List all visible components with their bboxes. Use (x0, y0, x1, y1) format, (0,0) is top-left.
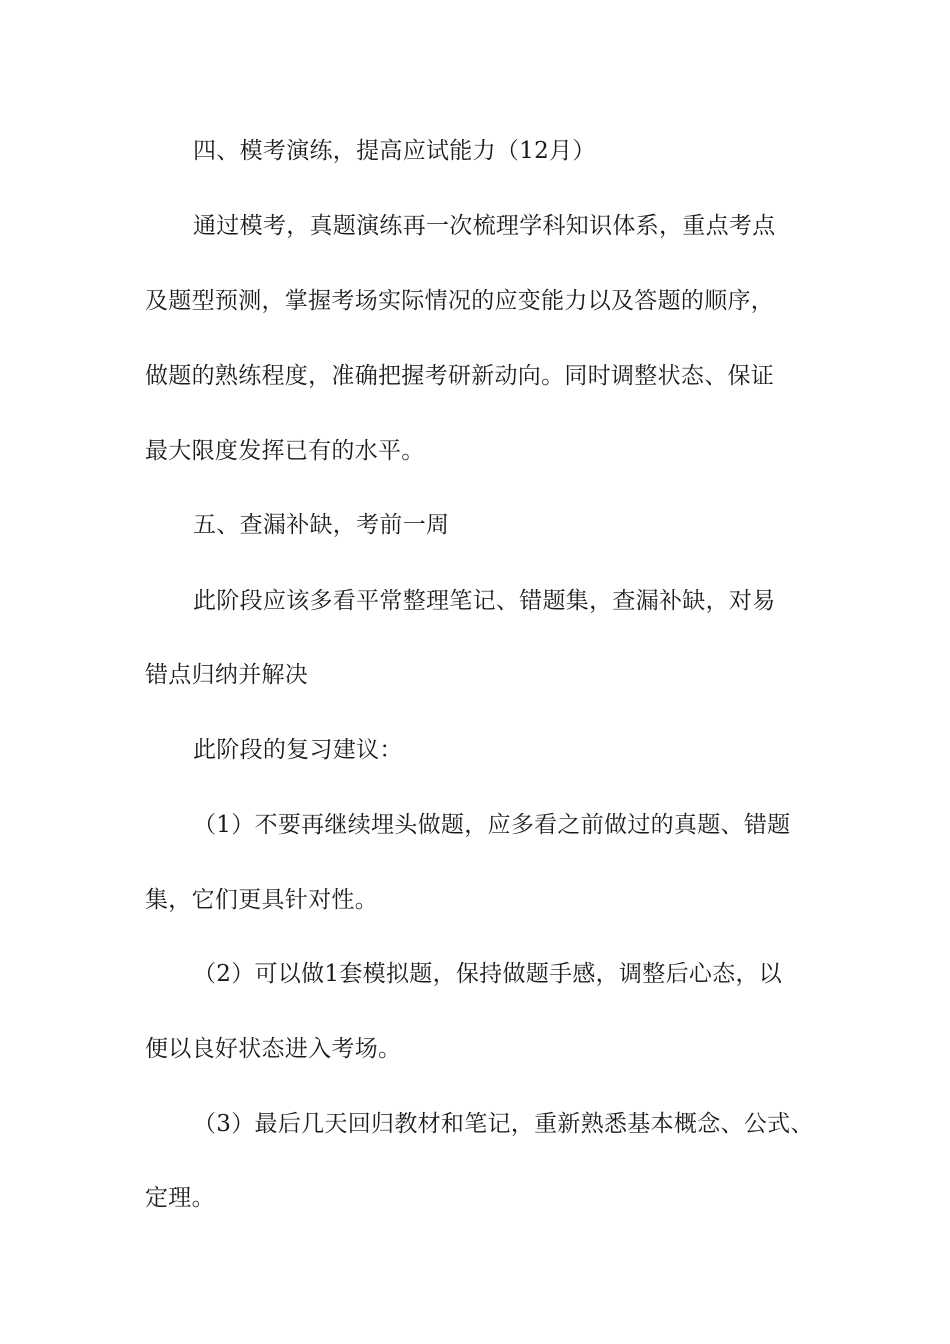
paragraph-line: 通过模考，真题演练再一次梳理学科知识体系，重点考点 (193, 213, 776, 239)
list-item-line: 集，它们更具针对性。 (145, 887, 378, 913)
paragraph-line: 做题的熟练程度，准确把握考研新动向。同时调整状态、保证 (145, 363, 775, 389)
list-item-line: 定理。 (145, 1185, 215, 1211)
list-item-line: （1）不要再继续埋头做题，应多看之前做过的真题、错题 (193, 812, 791, 838)
paragraph-line: 最大限度发挥已有的水平。 (145, 438, 425, 464)
section-heading-4: 四、模考演练，提高应试能力（12月） (193, 138, 596, 164)
paragraph-line: 及题型预测，掌握考场实际情况的应变能力以及答题的顺序， (145, 288, 775, 314)
paragraph-line: 此阶段应该多看平常整理笔记、错题集，查漏补缺，对易 (193, 588, 776, 614)
list-item-line: 便以良好状态进入考场。 (145, 1036, 402, 1062)
list-item-line: （2）可以做1套模拟题，保持做题手感，调整后心态，以 (193, 961, 783, 987)
suggestions-heading: 此阶段的复习建议： (193, 737, 403, 763)
section-heading-5: 五、查漏补缺，考前一周 (193, 512, 450, 538)
paragraph-line: 错点归纳并解决 (145, 662, 309, 688)
list-item-line: （3）最后几天回归教材和笔记，重新熟悉基本概念、公式、 (193, 1111, 814, 1137)
